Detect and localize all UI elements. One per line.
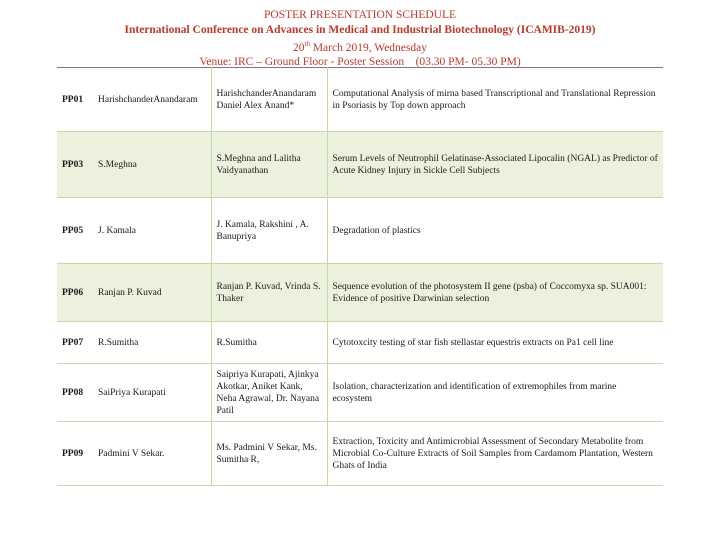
- presenter-name: S.Meghna: [93, 132, 211, 198]
- poster-id: PP07: [62, 337, 84, 348]
- schedule-title: POSTER PRESENTATION SCHEDULE: [263, 9, 457, 21]
- authors: R.Sumitha: [211, 322, 327, 364]
- table-row: [57, 264, 663, 322]
- header: [0, 0, 720, 70]
- poster-schedule-table: [57, 67, 663, 486]
- paper-title: Degradation of plastics: [332, 225, 421, 236]
- conference-name: International Conference on Advances in Medical and Industrial Biotechnology (ICAMIB-2019): [124, 23, 596, 36]
- date-suffix: th: [304, 40, 310, 48]
- authors: S.Meghna and Lalitha Vaidyanathan: [211, 132, 327, 198]
- poster-id: PP06: [57, 264, 93, 322]
- poster-id: PP03: [57, 132, 93, 198]
- venue: Venue: IRC – Ground Floor - Poster Session (03.30 PM- 05.30 PM): [199, 56, 521, 69]
- date-rest: March 2019, Wednesday: [309, 41, 427, 54]
- presenter-name: Ranjan P. Kuvad: [93, 264, 211, 322]
- poster-id: PP09: [62, 448, 84, 459]
- paper-title: Computational Analysis of mirna based Transcriptional and Translational Repression in Psoriasis by Top down approach: [332, 88, 656, 111]
- table-row: [57, 364, 663, 422]
- presenter-name: R.Sumitha: [93, 322, 211, 364]
- table-row: [57, 322, 663, 364]
- table-row: [57, 198, 663, 264]
- presenter-name: J. Kamala: [93, 198, 211, 264]
- presenter-name: Padmini V Sekar.: [93, 422, 211, 486]
- authors: Ms. Padmini V Sekar, Ms. Sumitha R,: [211, 422, 327, 486]
- table-row: [57, 68, 663, 132]
- authors: HarishchanderAnandaram Daniel Alex Anand*: [211, 68, 327, 132]
- paper-title: Isolation, characterization and identification of extremophiles from marine ecosystem: [332, 381, 617, 404]
- poster-id: PP05: [62, 225, 84, 236]
- poster-id: PP08: [62, 387, 84, 398]
- table-row: [57, 132, 663, 198]
- paper-title: Extraction, Toxicity and Antimicrobial Assessment of Secondary Metabolite from Microbial Co-Culture Extracts of Soil Samples from Cardamom Plantation, Western Ghats of India: [332, 436, 653, 471]
- date-day: 20: [293, 41, 305, 54]
- presenter-name: HarishchanderAnandaram: [93, 68, 211, 132]
- event-date: [0, 37, 720, 55]
- table-row: [57, 422, 663, 486]
- poster-id: PP01: [62, 94, 84, 105]
- authors: J. Kamala, Rakshini , A. Banupriya: [211, 198, 327, 264]
- authors: Saipriya Kurapati, Ajinkya Akotkar, Aniket Kank, Neha Agrawal, Dr. Nayana Patil: [211, 364, 327, 422]
- paper-title: Cytotoxcity testing of star fish stellastar equestris extracts on Pa1 cell line: [332, 337, 614, 348]
- authors: Ranjan P. Kuvad, Vrinda S. Thaker: [211, 264, 327, 322]
- presenter-name: SaiPriya Kurapati: [93, 364, 211, 422]
- paper-title: Serum Levels of Neutrophil Gelatinase-Associated Lipocalin (NGAL) as Predictor of Acute Kidney Injury in Sickle Cell Subjects: [327, 132, 663, 198]
- paper-title: Sequence evolution of the photosystem II gene (psba) of Coccomyxa sp. SUA001: Evidence of positive Darwinian selection: [327, 264, 663, 322]
